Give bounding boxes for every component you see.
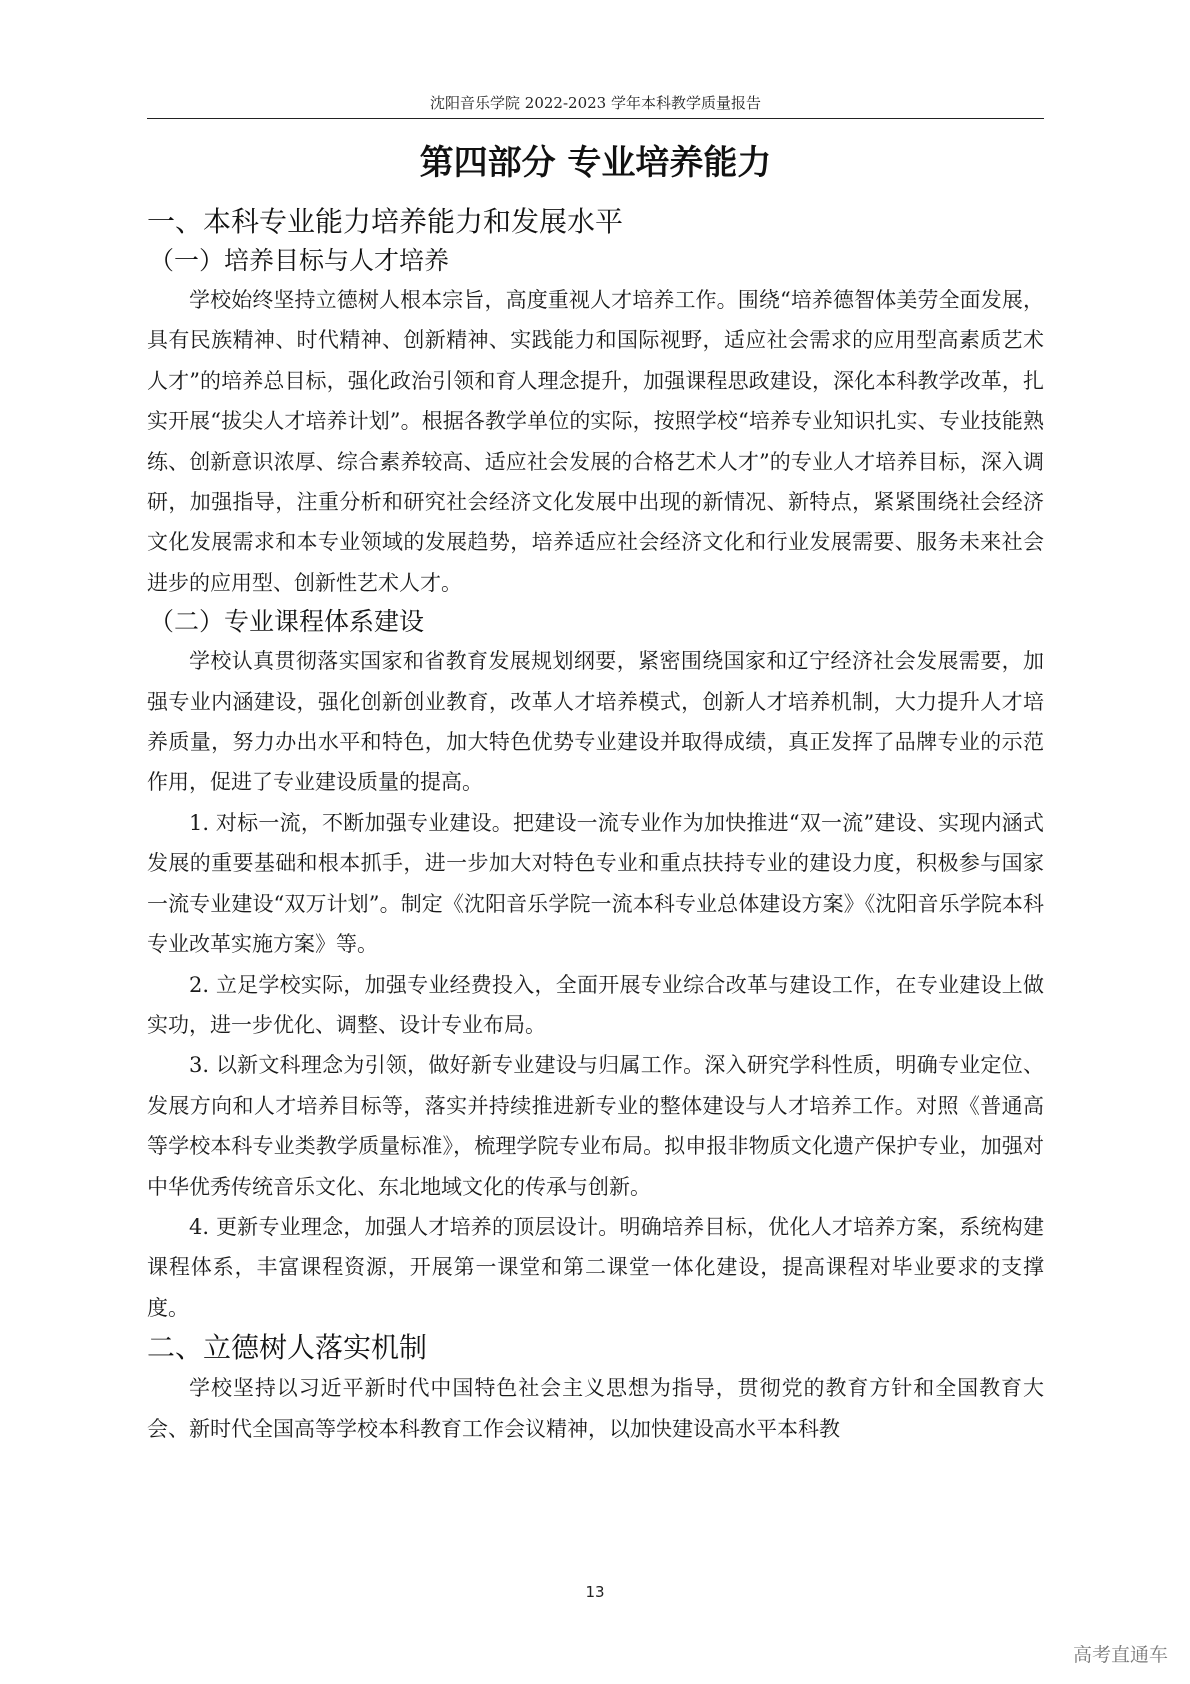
training-goals-paragraph: 学校始终坚持立德树人根本宗旨，高度重视人才培养工作。围绕“培养德智体美劳全面发展，具有民族精神、时代精神、创新精神、实践能力和国际视野，适应社会需求的应用型高素质艺术人才”的培养总目标，强化政治引领和育人理念提升，加强课程思政建设，深化本科教学改革，扎实开展“拔尖人才培养计划”。根据各教学单位的实际，按照学校“培养专业知识扎实、专业技能熟练、创新意识浓厚、综合素养较高、适应社会发展的合格艺术人才”的专业人才培养目标，深入调研，加强指导，注重分析和研究社会经济文化发展中出现的新情况、新特点，紧紧围绕社会经济文化发展需求和本专业领域的发展趋势，培养适应社会经济文化和行业发展需要、服务未来社会进步的应用型、创新性艺术人才。 bbox=[147, 288, 1044, 595]
list-item-1: 1. 对标一流，不断加强专业建设。把建设一流专业作为加快推进“双一流”建设、实现内涵式发展的重要基础和根本抓手，进一步加大对特色专业和重点扶持专业的建设力度，积极参与国家一流专业建设“双万计划”。制定《沈阳音乐学院一流本科专业总体建设方案》《沈阳音乐学院本科专业改革实施方案》等。 bbox=[147, 810, 1044, 957]
list-item-2: 2. 立足学校实际，加强专业经费投入，全面开展专业综合改革与建设工作，在专业建设上做实功，进一步优化、调整、设计专业布局。 bbox=[147, 972, 1044, 1037]
subsection-1-heading: （一）培养目标与人才培养 bbox=[149, 246, 450, 275]
header-divider bbox=[147, 118, 1044, 119]
section-1-heading: 一、本科专业能力培养能力和发展水平 bbox=[147, 205, 624, 238]
section-2-heading: 二、立德树人落实机制 bbox=[147, 1331, 428, 1365]
subsection-2-heading: （二）专业课程体系建设 bbox=[149, 607, 425, 637]
watermark: 高考直通车 bbox=[1072, 1644, 1168, 1666]
curriculum-intro-paragraph: 学校认真贯彻落实国家和省教育发展规划纲要，紧密围绕国家和辽宁经济社会发展需要，加强专业内涵建设，强化创新创业教育，改革人才培养模式，创新人才培养机制，大力提升人才培养质量，努力办出水平和特色，加大特色优势专业建设并取得成绩，真正发挥了品牌专业的示范作用，促进了专业建设质量的提高。 bbox=[147, 649, 1044, 795]
list-item-3: 3. 以新文科理念为引领，做好新专业建设与归属工作。深入研究学科性质，明确专业定位、发展方向和人才培养目标等，落实并持续推进新专业的整体建设与人才培养工作。对照《普通高等学校本科专业类教学质量标准》，梳理学院专业布局。拟申报非物质文化遗产保护专业，加强对中华优秀传统音乐文化、东北地域文化的传承与创新。 bbox=[147, 1053, 1044, 1199]
list-item-4: 4. 更新专业理念，加强人才培养的顶层设计。明确培养目标，优化人才培养方案，系统构建课程体系，丰富课程资源，开展第一课堂和第二课堂一体化建设，提高课程对毕业要求的支撑度。 bbox=[147, 1214, 1044, 1320]
page-content bbox=[147, 138, 1044, 1449]
page-number: 13 bbox=[585, 1583, 605, 1601]
moral-education-paragraph: 学校坚持以习近平新时代中国特色社会主义思想为指导，贯彻党的教育方针和全国教育大会、新时代全国高等学校本科教育工作会议精神，以加快建设高水平本科教 bbox=[147, 1376, 1044, 1441]
running-header: 沈阳音乐学院 2022-2023 学年本科教学质量报告 bbox=[430, 94, 761, 112]
part-title: 第四部分 专业培养能力 bbox=[419, 143, 772, 183]
